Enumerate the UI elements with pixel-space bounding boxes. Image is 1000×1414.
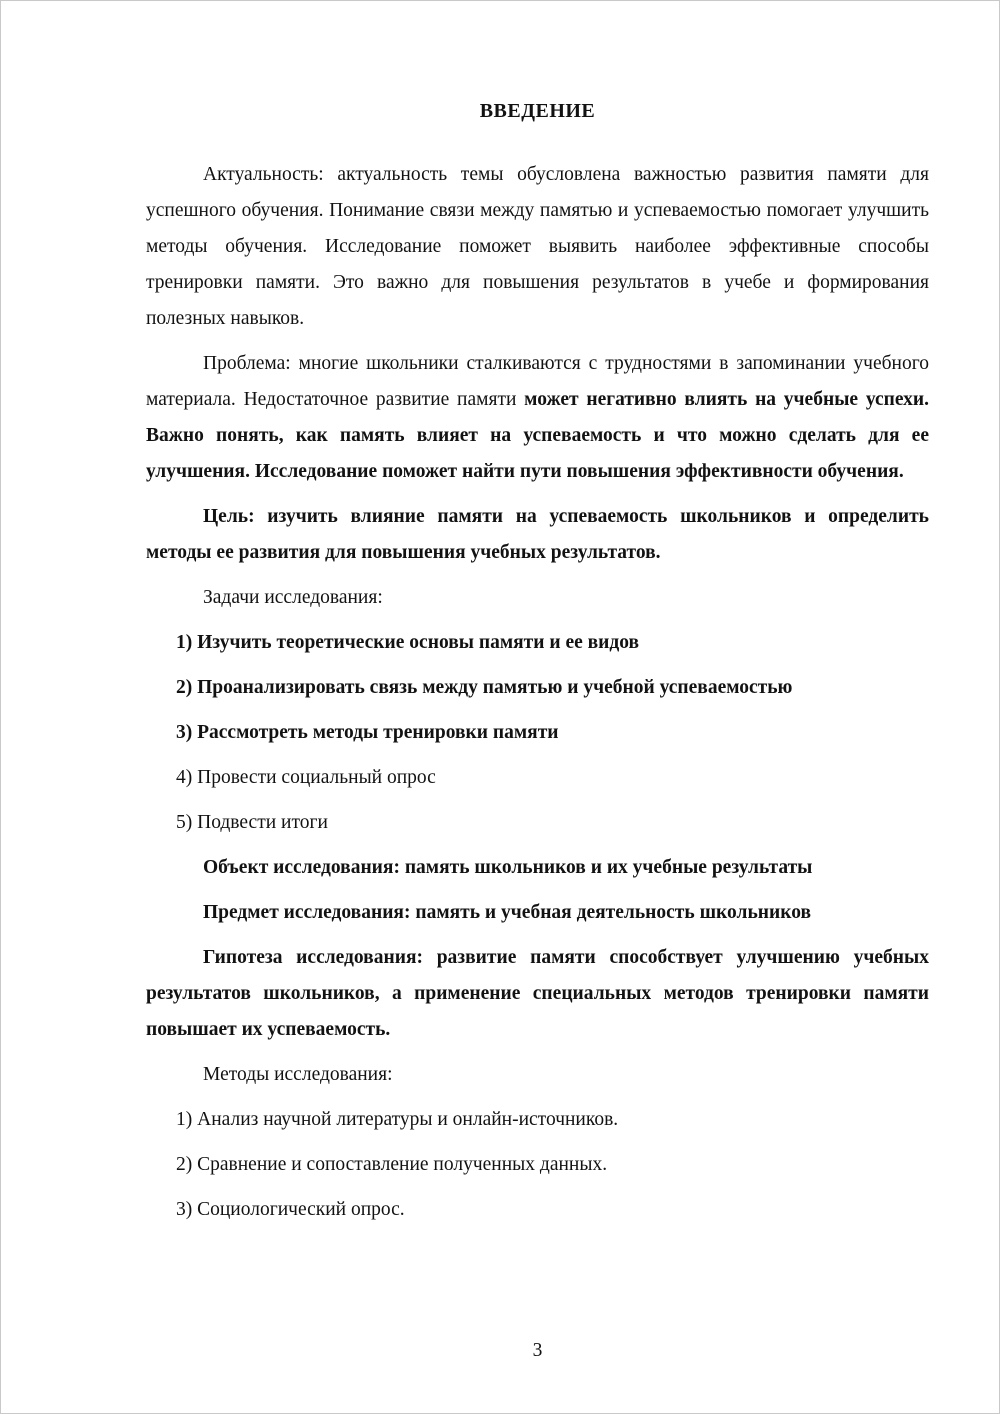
page-title: ВВЕДЕНИЕ [479, 100, 596, 122]
paragraph-subject: Предмет исследования: память и учебная деятельность школьников [203, 902, 811, 923]
paragraph-hypothesis: Гипотеза исследования: развитие памяти способствует улучшению учебных результатов школьников, а применение специальных методов тренировки памяти повышает их успеваемость. [146, 947, 929, 1040]
task-item-3: 3) Рассмотреть методы тренировки памяти [176, 722, 559, 743]
task-item-1: 1) Изучить теоретические основы памяти и ее видов [176, 632, 640, 653]
task-item-4: 4) Провести социальный опрос [176, 767, 436, 788]
paragraph-object: Объект исследования: память школьников и их учебные результаты [203, 857, 813, 878]
methods-heading: Методы исследования: [203, 1064, 393, 1085]
paragraph-relevance: Актуальность: актуальность темы обусловлена важностью развития памяти для успешного обучения. Понимание связи между памятью и успеваемостью помогает улучшить методы обучения. Исследование поможет выявить наиболее эффективные способы тренировки памяти. Это важно для повышения результатов в учебе и формирования полезных навыков. [146, 164, 929, 329]
paragraph-problem [146, 346, 929, 490]
tasks-heading: Задачи исследования: [203, 587, 383, 608]
task-item-2: 2) Проанализировать связь между памятью и учебной успеваемостью [176, 677, 793, 698]
paragraph-goal: Цель: изучить влияние памяти на успеваемость школьников и определить методы ее развития для повышения учебных результатов. [146, 506, 929, 563]
method-item-3: 3) Социологический опрос. [176, 1199, 405, 1220]
method-item-2: 2) Сравнение и сопоставление полученных данных. [176, 1154, 608, 1175]
paragraph-problem-bold-text: может негативно влиять на учебные успехи. Важно понять, как память влияет на успеваемость и что можно сделать для ее улучшения. Исследование поможет найти пути повышения эффективности обучения. [146, 389, 929, 482]
page-number: 3 [532, 1340, 543, 1361]
paragraph-problem-normal-text: Проблема: многие школьники сталкиваются с трудностями в запоминании учебного материала. Недостаточное развитие памяти [146, 353, 929, 410]
task-item-5: 5) Подвести итоги [176, 812, 328, 833]
method-item-1: 1) Анализ научной литературы и онлайн-источников. [176, 1109, 619, 1130]
